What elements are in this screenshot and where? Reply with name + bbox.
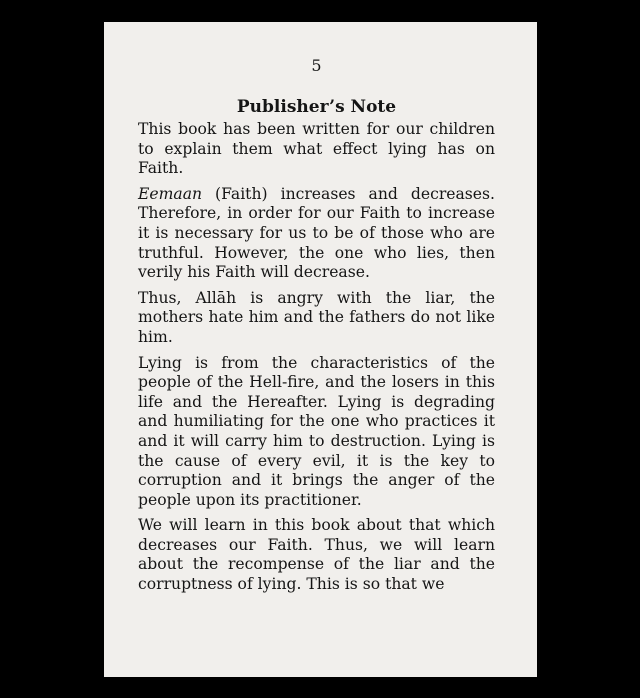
paragraph-1-text: This book has been written for our children to explain them what effect lying has on Faith. [138,120,495,178]
paragraph-3 [138,289,495,348]
paragraph-4 [138,354,495,511]
page-title: Publisher’s Note [236,97,397,117]
paragraph-2-lead: Eemaan [138,184,203,203]
paragraph-5-text: We will learn in this book about that which decreases our Faith. Thus, we will learn about the recompense of the liar and the corruptness of lying. This is so that we [138,516,495,594]
page-content [138,56,495,595]
page-number: 5 [311,56,322,75]
paragraph-2 [138,185,495,283]
paragraph-3-text: Thus, Allāh is angry with the liar, the mothers hate him and the fathers do not like him. [138,288,495,346]
paragraph-5 [138,516,495,594]
paragraph-1 [138,120,495,179]
book-page [104,22,537,677]
paragraph-2-text: (Faith) increases and decreases. Therefore, in order for our Faith to increase it is necessary for us to be of those who are truthful. However, the one who lies, then verily his Faith will decrease. [138,184,495,282]
paragraph-4-text: Lying is from the characteristics of the people of the Hell-fire, and the losers in this life and the Hereafter. Lying is degrading and humiliating for the one who practices it and it will carry him to destruction. Lying is the cause of every evil, it is the key to corruption and it brings the anger of the people upon its practitioner. [138,353,495,509]
